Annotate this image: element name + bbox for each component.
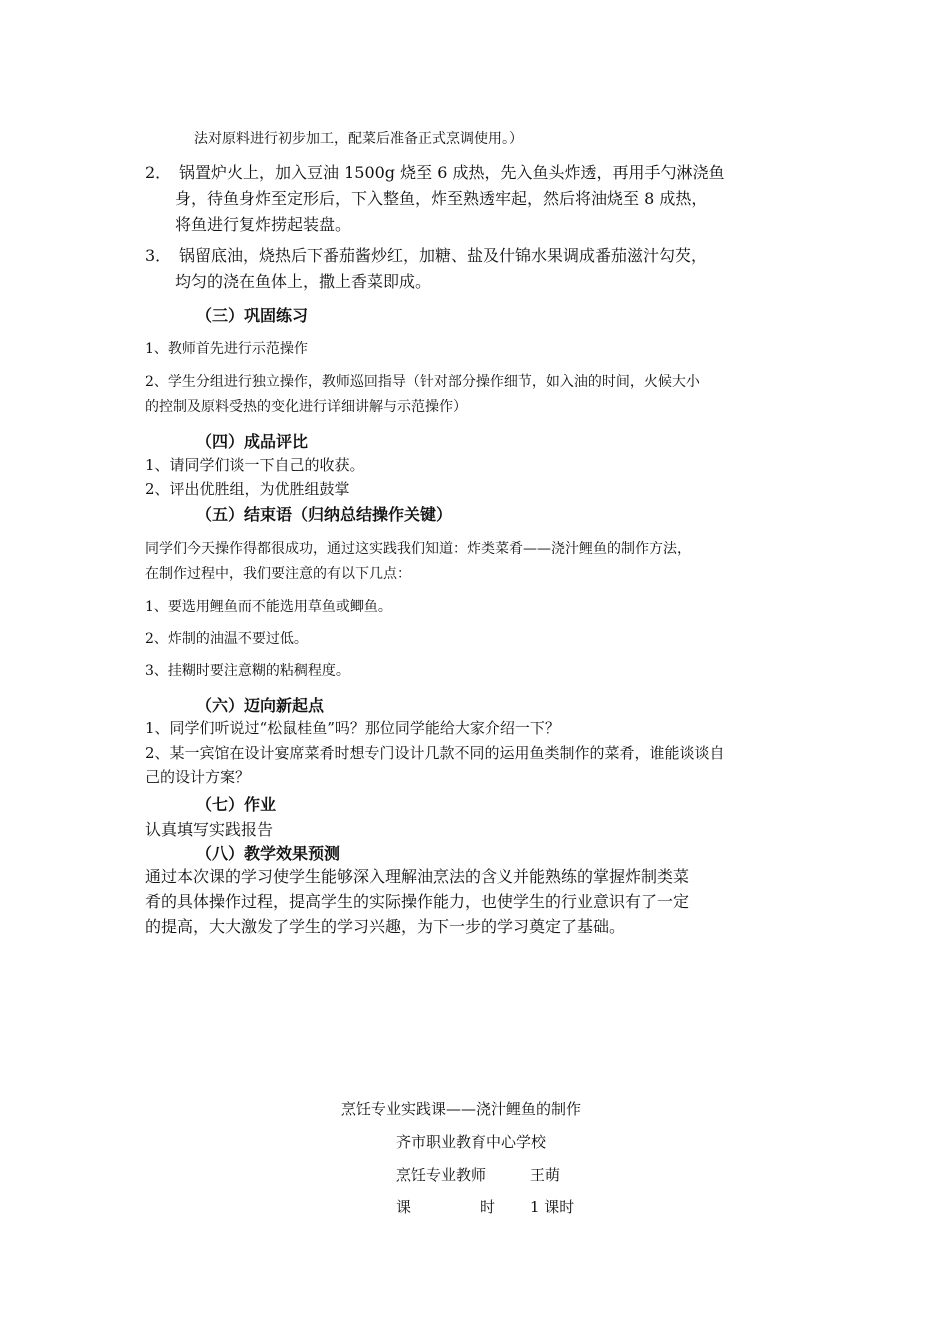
course-title: 烹饪专业实践课——浇汁鲤鱼的制作: [341, 1100, 582, 1118]
step-3-line-2: 均匀的浇在鱼体上，撒上香菜即成。: [175, 272, 432, 291]
section-7-heading: （七）作业: [196, 795, 277, 814]
section-5-point: 1、要选用鲤鱼而不能选用草鱼或鲫鱼。: [145, 599, 392, 615]
teacher-label: 烹饪专业教师: [396, 1166, 487, 1184]
section-8-line: 肴的具体操作过程，提高学生的实际操作能力，也使学生的行业意识有了一定: [145, 892, 690, 911]
section-5-heading: （五）结束语（归纳总结操作关键）: [196, 505, 453, 524]
hours-label-2: 时: [480, 1198, 496, 1216]
section-6-heading: （六）迈向新起点: [196, 696, 325, 715]
step-3-line-1: [145, 243, 707, 266]
section-3-item: 的控制及原料受热的变化进行详细讲解与示范操作）: [145, 399, 467, 415]
step-2-line-3: 将鱼进行复炸捞起装盘。: [175, 215, 352, 234]
section-8-line: 的提高，大大激发了学生的学习兴趣，为下一步的学习奠定了基础。: [145, 917, 626, 936]
section-5-intro: 在制作过程中，我们要注意的有以下几点：: [145, 566, 411, 582]
section-6-item: 2、某一宾馆在设计宴席菜肴时想专门设计几款不同的运用鱼类制作的菜肴，谁能谈谈自: [145, 744, 725, 762]
section-4-item: 1、请同学们谈一下自己的收获。: [145, 456, 365, 474]
hours-value: 1 课时: [530, 1198, 575, 1216]
section-3-heading: （三）巩固练习: [196, 306, 309, 325]
section-3-item: 2、学生分组进行独立操作，教师巡回指导（针对部分操作细节，如入油的时间，火候大小: [145, 374, 700, 390]
section-5-point: 2、炸制的油温不要过低。: [145, 631, 308, 647]
step-2-line-2: 身，待鱼身炸至定形后，下入整鱼，炸至熟透牢起，然后将油烧至 8 成热，: [175, 189, 708, 208]
homework-text: 认真填写实践报告: [145, 820, 274, 839]
step-number: 2．: [145, 163, 172, 182]
section-6-item: 1、同学们听说过“松鼠桂鱼”吗？那位同学能给大家介绍一下？: [145, 719, 560, 737]
section-6-item: 己的设计方案？: [145, 768, 251, 786]
hours-label-1: 课: [396, 1198, 412, 1216]
school-name: 齐市职业教育中心学校: [396, 1133, 547, 1151]
section-5-intro: 同学们今天操作得都很成功，通过这实践我们知道：炸类菜肴——浇汁鲤鱼的制作方法，: [145, 541, 691, 557]
section-4-heading: （四）成品评比: [196, 432, 309, 451]
section-3-item: 1、教师首先进行示范操作: [145, 341, 308, 357]
step-text: 锅置炉火上，加入豆油 1500g 烧至 6 成热，先入鱼头炸透，再用手勺淋浇鱼: [179, 163, 725, 182]
section-8-line: 通过本次课的学习使学生能够深入理解油烹法的含义并能熟练的掌握炸制类菜: [145, 867, 690, 886]
section-8-heading: （八）教学效果预测: [196, 844, 341, 863]
step-2-line-1: [145, 160, 725, 183]
section-4-item: 2、评出优胜组，为优胜组鼓掌: [145, 480, 350, 498]
step-text: 锅留底油，烧热后下番茄酱炒红，加糖、盐及什锦水果调成番茄滋汁勾芡，: [179, 246, 708, 265]
teacher-name: 王萌: [530, 1166, 561, 1184]
step-number: 3．: [145, 246, 172, 265]
section-5-point: 3、挂糊时要注意糊的粘稠程度。: [145, 663, 350, 679]
intro-line: 法对原料进行初步加工，配菜后准备正式烹调使用。）: [194, 131, 523, 147]
